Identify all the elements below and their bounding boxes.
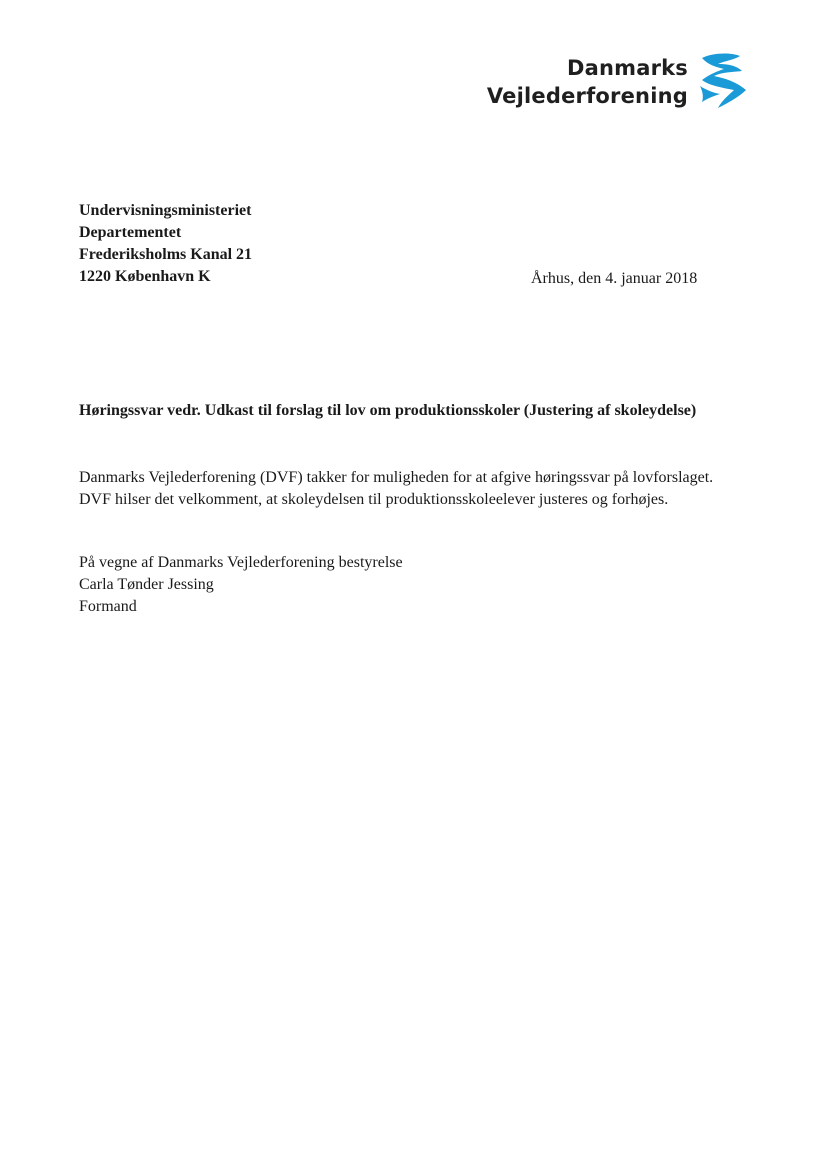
logo-line-danmarks: Danmarks: [566, 56, 688, 80]
address-line-street: Frederiksholms Kanal 21: [79, 246, 253, 263]
logo-text: [487, 54, 688, 110]
signature-name: Carla Tønder Jessing: [79, 576, 214, 593]
signature-block: [79, 552, 403, 618]
address-line-department: Departementet: [79, 224, 182, 241]
letter-subject: Høringssvar vedr. Udkast til forslag til lov om produktionsskoler (Justering af skoleydelse): [79, 402, 697, 419]
dvf-logo: [486, 50, 760, 120]
letter-date: Århus, den 4. januar 2018: [531, 270, 698, 287]
signature-title: Formand: [79, 598, 137, 615]
address-line-city: 1220 København K: [79, 268, 211, 285]
body-line-2: DVF hilser det velkomment, at skoleydelsen til produktionsskoleelever justeres og forhøjes.: [79, 491, 669, 508]
recipient-address: [79, 200, 252, 288]
letter-body: [79, 467, 713, 511]
dvf-logo-mark-icon: [696, 52, 750, 110]
body-line-1: Danmarks Vejlederforening (DVF) takker for muligheden for at afgive høringssvar på lovforslaget.: [79, 469, 714, 486]
logo-line-vejlederforening: Vejlederforening: [486, 84, 688, 108]
address-line-ministry: Undervisningsministeriet: [79, 202, 252, 219]
signature-on-behalf: På vegne af Danmarks Vejlederforening bestyrelse: [79, 554, 403, 571]
